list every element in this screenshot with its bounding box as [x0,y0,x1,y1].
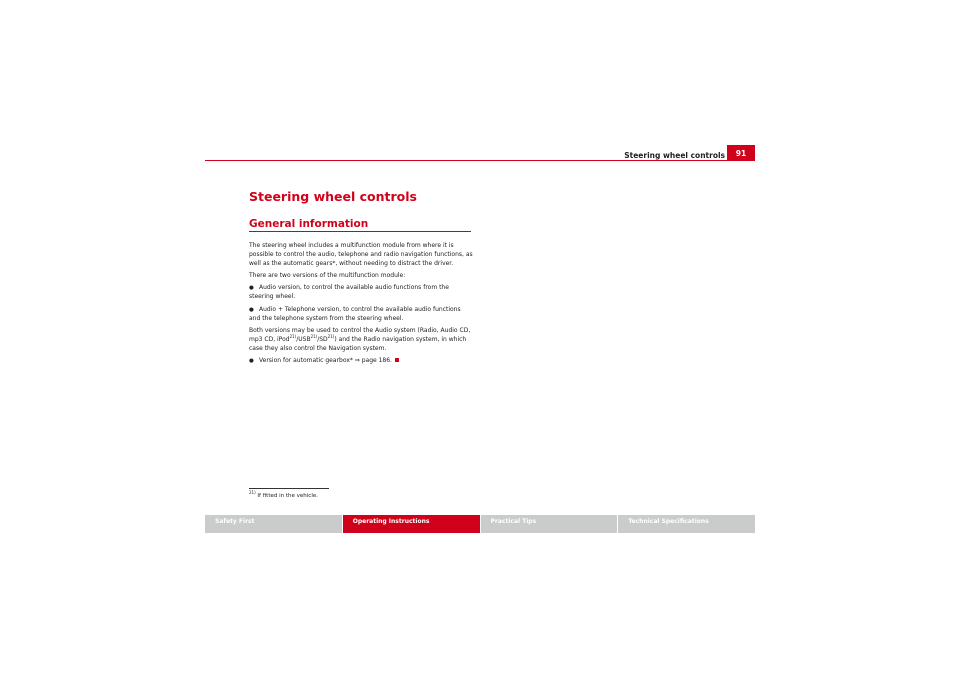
section-title: General information [249,218,369,230]
bullet-audio-version [249,284,473,302]
footnote-ref[interactable]: 21) [327,333,335,339]
tab-safety-first[interactable]: Safety First [205,515,342,533]
footnote-mark: 21) [249,490,256,495]
page-title: Steering wheel controls [249,189,417,204]
text-segment: /USB [296,335,311,343]
chapter-nav [205,515,755,533]
footnote-ref[interactable]: 21) [310,333,318,339]
section-rule [249,231,471,232]
body-text [249,242,473,369]
bullet-telephone-version [249,306,473,324]
bullet-icon: ● [249,285,254,292]
bullet-text: Audio version, to control the available audio functions from the steering wheel. [249,284,449,301]
tab-technical-specifications[interactable]: Technical Specifications [618,515,755,533]
paragraph-intro: The steering wheel includes a multifunction module from where it is possible to control the audio, telephone and radio navigation functions, as well as the automatic gears*, without needing to distract the driver. [249,242,473,267]
text-segment: Both versions may be used to control the Audio system (Radio, Audio CD, mp3 CD, iPod [249,326,471,343]
text-segment: /SD [317,335,328,343]
paragraph-versions: There are two versions of the multifunction module: [249,272,406,280]
tab-practical-tips[interactable]: Practical Tips [481,515,618,533]
running-title: Steering wheel controls [624,151,725,160]
footnote-text: If fitted in the vehicle. [257,493,318,499]
footnote-ref[interactable]: 21) [289,333,297,339]
text-segment: ) and the Radio navigation system, in which case they also control the Navigation system. [249,335,467,352]
footnote [249,490,318,499]
footnote-rule [249,488,329,489]
bullet-icon: ● [249,306,254,313]
paragraph-control [249,327,473,354]
header-rule [205,160,755,161]
tab-operating-instructions[interactable]: Operating Instructions [343,515,480,533]
bullet-icon: ● [249,357,254,364]
bullet-text: Audio + Telephone version, to control the available audio functions and the telephone system from the steering wheel. [249,305,461,322]
bullet-automatic-gearbox [249,357,473,366]
bullet-text[interactable]: Version for automatic gearbox* ⇒ page 186. [259,356,392,364]
section-end-icon [395,358,399,362]
page-number: 91 [727,145,755,161]
